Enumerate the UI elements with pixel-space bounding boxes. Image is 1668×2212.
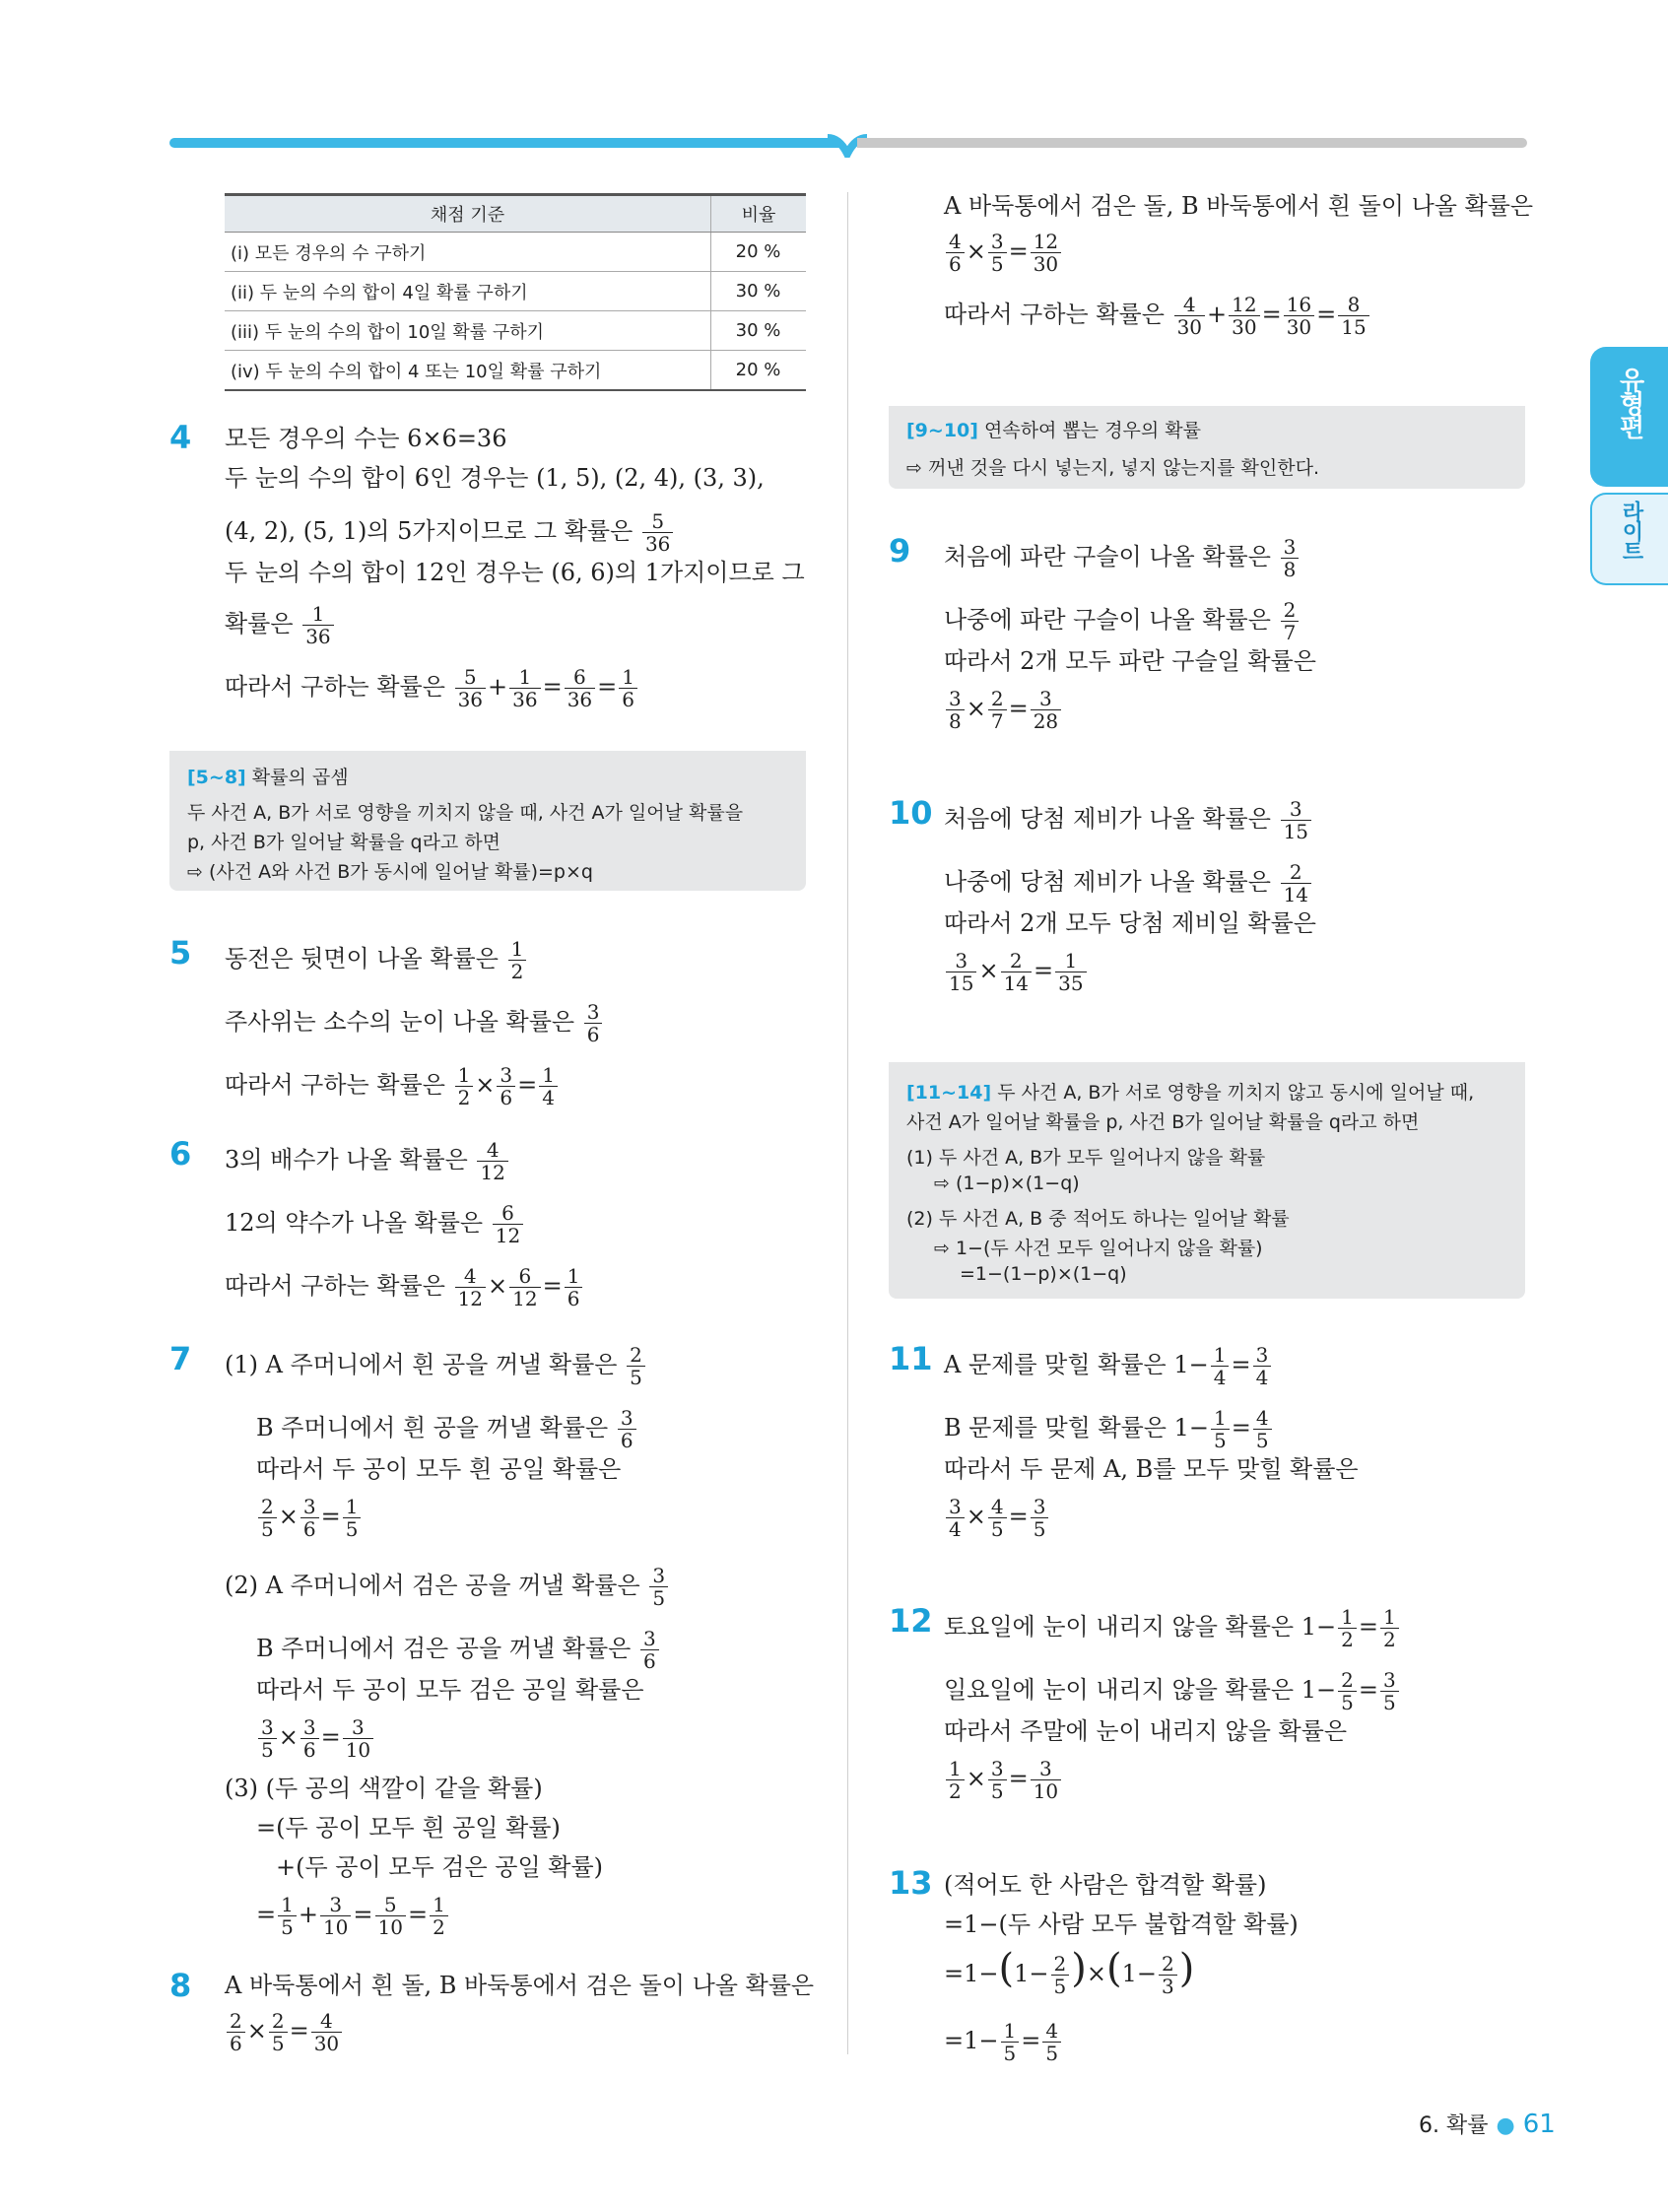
table-header-row: [225, 195, 806, 233]
box-title-text: 연속하여 뽑는 경우의 확률: [984, 420, 1202, 441]
table-cell: 20 %: [711, 233, 807, 272]
p4-line2: 두 눈의 수의 합이 6인 경우는 (1, 5), (2, 4), (3, 3),: [225, 464, 765, 492]
p10-line1: 처음에 당첨 제비가 나올 확률은 $\frac{3}{15}$: [944, 798, 1313, 842]
header-bar-right: [857, 138, 1527, 148]
info-box-independent: [889, 1062, 1525, 1299]
box-line: ⇨ (사건 A와 사건 B가 동시에 일어날 확률)=p×q: [187, 861, 593, 883]
info-box-consecutive: [889, 406, 1525, 489]
p4-line4: 두 눈의 수의 합이 12인 경우는 (6, 6)의 1가지이므로 그: [225, 559, 805, 586]
p7-b3: 따라서 두 공이 모두 검은 공일 확률은: [256, 1676, 644, 1704]
problem-number: 13: [889, 1864, 933, 1902]
p6-line2: 12의 약수가 나올 확률은 $\frac{6}{12}$: [225, 1202, 525, 1246]
p10-line3: 따라서 2개 모두 당첨 제비일 확률은: [944, 909, 1316, 937]
page-number: 61: [1522, 2110, 1556, 2139]
p13-line3: =1−(1− $\frac{2}{5}$ )×(1− $\frac{2}{3}$ ): [944, 1946, 1195, 1998]
box-title: [906, 1078, 1474, 1105]
side-tab-type-label: 유형편: [1615, 367, 1644, 437]
page-footer: [1419, 2109, 1556, 2139]
problem-number: 4: [169, 419, 192, 456]
p7-a4: $\frac{2}{5}$ × $\frac{3}{6}$ = $\frac{1}{5}$: [256, 1496, 363, 1540]
box-line: ⇨ 꺼낸 것을 다시 넣는지, 넣지 않는지를 확인한다.: [906, 457, 1320, 479]
p12-line1: 토요일에 눈이 내리지 않을 확률은 1− $\frac{1}{2}$ = $\frac{1}{2}$: [944, 1606, 1401, 1650]
problem-number: 8: [169, 1967, 192, 2004]
box-line: p, 사건 B가 일어날 확률을 q라고 하면: [187, 832, 501, 853]
p7-a1: (1) A 주머니에서 흰 공을 꺼낼 확률은 $\frac{2}{5}$: [225, 1344, 647, 1388]
p5-line2: 주사위는 소수의 눈이 나올 확률은 $\frac{3}{6}$: [225, 1001, 604, 1045]
problem-number: 5: [169, 934, 192, 972]
bullet-icon: ●: [1496, 2113, 1515, 2138]
p6-line3-text: 따라서 구하는 확률은: [225, 1272, 445, 1300]
header-bar-left: [169, 138, 839, 148]
box-title-text: 확률의 곱셈: [251, 767, 349, 788]
box-line: 두 사건 A, B가 서로 영향을 끼치지 않고 동시에 일어날 때,: [997, 1082, 1475, 1104]
p10-line1-text: 처음에 당첨 제비가 나올 확률은: [944, 805, 1271, 833]
info-box-multiplication: [169, 751, 806, 891]
p10-line2-text: 나중에 당첨 제비가 나올 확률은: [944, 868, 1271, 896]
table-row: [225, 272, 806, 311]
chapter-label: 6. 확률: [1419, 2113, 1489, 2138]
p9-line1-text: 처음에 파란 구슬이 나올 확률은: [944, 543, 1271, 570]
side-tab-type[interactable]: [1590, 347, 1668, 487]
p4-line3-text: (4, 2), (5, 1)의 5가지이므로 그 확률은: [225, 517, 634, 545]
problem-number: 11: [889, 1340, 933, 1377]
p7-c2: =(두 공이 모두 흰 공일 확률): [256, 1814, 561, 1842]
p4-line5-text: 확률은: [225, 610, 294, 637]
p13-line2: =1−(두 사람 모두 불합격할 확률): [944, 1910, 1299, 1938]
p10-line2: 나중에 당첨 제비가 나올 확률은 $\frac{2}{14}$: [944, 861, 1313, 905]
p6-line2-text: 12의 약수가 나올 확률은: [225, 1209, 484, 1237]
p4-line5: 확률은 $\frac{1}{36}$: [225, 603, 336, 647]
problem-number: 12: [889, 1602, 933, 1640]
box-line: ⇨ (1−p)×(1−q): [934, 1173, 1080, 1194]
table-cell: 30 %: [711, 311, 807, 351]
p11-line1-text: A 문제를 맞힐 확률은: [944, 1351, 1167, 1378]
box-line: ⇨ 1−(두 사건 모두 일어나지 않을 확률): [934, 1238, 1263, 1259]
p7-c3: +(두 공이 모두 검은 공일 확률): [276, 1853, 604, 1881]
problem-number: 9: [889, 532, 911, 570]
table-cell: (ii) 두 눈의 수의 합이 4일 확률 구하기: [225, 272, 711, 311]
p4-line6-text: 따라서 구하는 확률은: [225, 673, 445, 701]
p5-line1-text: 동전은 뒷면이 나올 확률은: [225, 945, 499, 972]
box-line: =1−(1−p)×(1−q): [960, 1263, 1127, 1285]
p13-line1: (적어도 한 사람은 합격할 확률): [944, 1871, 1267, 1899]
p7-b2: B 주머니에서 검은 공을 꺼낼 확률은 $\frac{3}{6}$: [256, 1628, 661, 1672]
p9-line2-text: 나중에 파란 구슬이 나올 확률은: [944, 606, 1271, 634]
p7-a2-text: B 주머니에서 흰 공을 꺼낼 확률은: [256, 1414, 609, 1441]
p4-line6: 따라서 구하는 확률은 $\frac{5}{36}$ + $\frac{1}{36}$ = $\frac{6}{36}$ = $\frac{1}{6}$: [225, 666, 639, 710]
p9-line1: 처음에 파란 구슬이 나올 확률은 $\frac{3}{8}$: [944, 536, 1301, 580]
table-cell: 30 %: [711, 272, 807, 311]
p9-line2: 나중에 파란 구슬이 나올 확률은 $\frac{2}{7}$: [944, 599, 1301, 643]
p6-line1: 3의 배수가 나올 확률은 $\frac{4}{12}$: [225, 1139, 510, 1183]
p12-line1-text: 토요일에 눈이 내리지 않을 확률은: [944, 1613, 1295, 1641]
p12-line2-text: 일요일에 눈이 내리지 않을 확률은: [944, 1676, 1295, 1704]
p7-a2: B 주머니에서 흰 공을 꺼낼 확률은 $\frac{3}{6}$: [256, 1407, 638, 1451]
table-row: [225, 311, 806, 351]
p4-line3: (4, 2), (5, 1)의 5가지이므로 그 확률은 $\frac{5}{36}$: [225, 510, 675, 555]
problem-number: 6: [169, 1135, 192, 1173]
p7-c4: = $\frac{1}{5}$ + $\frac{3}{10}$ = $\frac{5}{10}$ = $\frac{1}{2}$: [256, 1894, 450, 1938]
box-line: 사건 A가 일어날 확률을 p, 사건 B가 일어날 확률을 q라고 하면: [906, 1111, 1420, 1133]
box-title: [187, 763, 349, 789]
p5-line1: 동전은 뒷면이 나올 확률은 $\frac{1}{2}$: [225, 938, 528, 982]
table-cell: (iii) 두 눈의 수의 합이 10일 확률 구하기: [225, 311, 711, 351]
p11-line4: $\frac{3}{4}$ × $\frac{4}{5}$ = $\frac{3}{5}$: [944, 1496, 1050, 1540]
p8-line2: $\frac{2}{6}$ × $\frac{2}{5}$ = $\frac{4}{30}$: [225, 2010, 344, 2054]
p11-line1: A 문제를 맞힐 확률은 1− $\frac{1}{4}$ = $\frac{3}{4}$: [944, 1344, 1273, 1388]
p7-a3: 따라서 두 공이 모두 흰 공일 확률은: [256, 1455, 622, 1483]
p7-a1-text: (1) A 주머니에서 흰 공을 꺼낼 확률은: [225, 1351, 618, 1378]
table-cell: (i) 모든 경우의 수 구하기: [225, 233, 711, 272]
p5-line3-text: 따라서 구하는 확률은: [225, 1071, 445, 1099]
p7-b4: $\frac{3}{5}$ × $\frac{3}{6}$ = $\frac{3}{10}$: [256, 1716, 375, 1761]
table-cell: 20 %: [711, 351, 807, 391]
p7-c1: (3) (두 공의 색깔이 같을 확률): [225, 1775, 543, 1802]
problem-number: 10: [889, 794, 933, 832]
p8r-line3-text: 따라서 구하는 확률은: [944, 301, 1165, 328]
p13-line4: =1− $\frac{1}{5}$ = $\frac{4}{5}$: [944, 2020, 1063, 2064]
p12-line3: 따라서 주말에 눈이 내리지 않을 확률은: [944, 1717, 1348, 1745]
p4-line1: 모든 경우의 수는 6×6=36: [225, 425, 507, 452]
box-line: 두 사건 A, B가 서로 영향을 끼치지 않을 때, 사건 A가 일어날 확률을: [187, 802, 744, 824]
p10-line4: $\frac{3}{15}$ × $\frac{2}{14}$ = $\frac{1}{35}$: [944, 950, 1089, 994]
box-tag: [11~14]: [906, 1082, 992, 1104]
p7-b1: (2) A 주머니에서 검은 공을 꺼낼 확률은 $\frac{3}{5}$: [225, 1565, 670, 1609]
table-row: [225, 351, 806, 391]
column-divider: [847, 192, 848, 2054]
p11-line2: B 문제를 맞힐 확률은 1− $\frac{1}{5}$ = $\frac{4}{5}$: [944, 1407, 1274, 1451]
box-tag: [5~8]: [187, 767, 246, 788]
p11-line2-text: B 문제를 맞힐 확률은: [944, 1414, 1167, 1441]
side-tab-light-label: 라이트: [1619, 501, 1643, 560]
table-cell: (iv) 두 눈의 수의 합이 4 또는 10일 확률 구하기: [225, 351, 711, 391]
table-header: 채점 기준: [225, 195, 711, 233]
p5-line3: 따라서 구하는 확률은 $\frac{1}{2}$ × $\frac{3}{6}$ = $\frac{1}{4}$: [225, 1064, 560, 1108]
p9-line4: $\frac{3}{8}$ × $\frac{2}{7}$ = $\frac{3}{28}$: [944, 688, 1063, 732]
p8r-line2: $\frac{4}{6}$ × $\frac{3}{5}$ = $\frac{12}{30}$: [944, 231, 1063, 275]
table-row: [225, 233, 806, 272]
box-line: (1) 두 사건 A, B가 모두 일어나지 않을 확률: [906, 1147, 1266, 1169]
table-header: 비율: [711, 195, 807, 233]
p7-b1-text: (2) A 주머니에서 검은 공을 꺼낼 확률은: [225, 1572, 640, 1599]
p9-line3: 따라서 2개 모두 파란 구슬일 확률은: [944, 647, 1316, 675]
p12-line4: $\frac{1}{2}$ × $\frac{3}{5}$ = $\frac{3}{10}$: [944, 1758, 1063, 1802]
problem-number: 7: [169, 1340, 192, 1377]
box-title: [906, 416, 1201, 442]
p5-line2-text: 주사위는 소수의 눈이 나올 확률은: [225, 1008, 575, 1036]
p7-b2-text: B 주머니에서 검은 공을 꺼낼 확률은: [256, 1635, 632, 1662]
p8-line1: A 바둑통에서 흰 돌, B 바둑통에서 검은 돌이 나올 확률은: [225, 1972, 815, 1999]
p8r-line1: A 바둑통에서 검은 돌, B 바둑통에서 흰 돌이 나올 확률은: [944, 192, 1534, 220]
p12-line2: 일요일에 눈이 내리지 않을 확률은 1− $\frac{2}{5}$ = $\frac{3}{5}$: [944, 1669, 1401, 1713]
p8r-line3: 따라서 구하는 확률은 $\frac{4}{30}$ + $\frac{12}{30}$ = $\frac{16}{30}$ = $\frac{8}{15}$: [944, 294, 1371, 338]
p6-line3: 따라서 구하는 확률은 $\frac{4}{12}$ × $\frac{6}{12}$ = $\frac{1}{6}$: [225, 1265, 584, 1309]
p11-line3: 따라서 두 문제 A, B를 모두 맞힐 확률은: [944, 1455, 1359, 1483]
p6-line1-text: 3의 배수가 나올 확률은: [225, 1146, 468, 1173]
box-tag: [9~10]: [906, 420, 978, 441]
grading-table: [225, 193, 806, 391]
box-line: (2) 두 사건 A, B 중 적어도 하나는 일어날 확률: [906, 1208, 1290, 1230]
side-tab-light[interactable]: [1590, 493, 1668, 585]
